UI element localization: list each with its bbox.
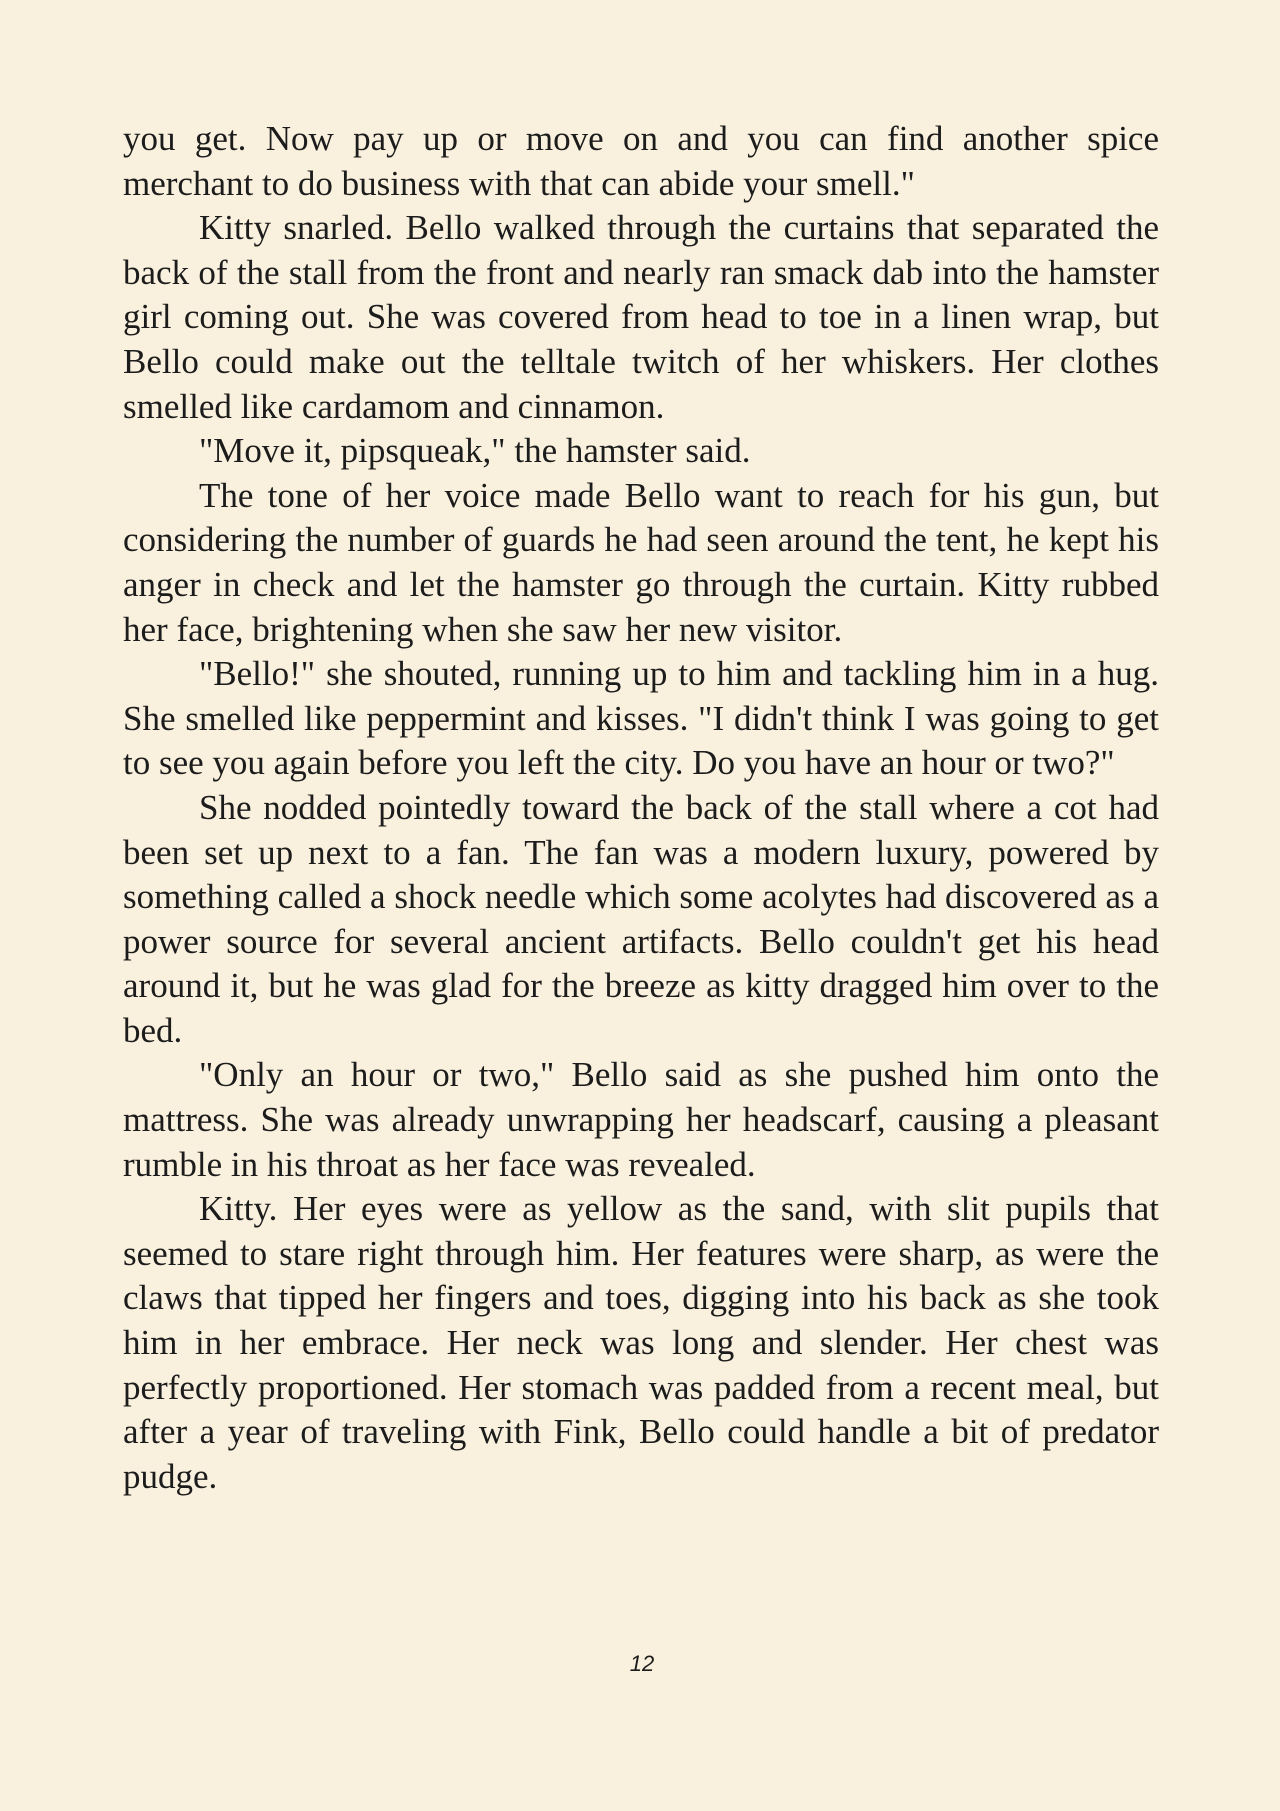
page-number: 12 [629, 1651, 655, 1676]
paragraph: "Move it, pipsqueak," the hamster said. [199, 431, 751, 471]
body-text [123, 117, 1159, 1499]
paragraph: She nodded pointedly toward the back of the stall where a cot had been set up next to a fan. The fan was a modern luxury, powered by something called a shock needle which some acolytes had discovered as a power source for several ancient artifacts. Bello couldn't get his head around it, but he was glad for the breeze as kitty dragged him over to the bed. [123, 787, 1159, 1050]
paragraph: The tone of her voice made Bello want to reach for his gun, but considering the number of guards he had seen around the tent, he kept his anger in check and let the hamster go through the curtain. Kitty rubbed her face, brightening when she saw her new visitor. [123, 475, 1159, 649]
paragraph: "Bello!" she shouted, running up to him and tackling him in a hug. She smelled like peppermint and kisses. "I didn't think I was going to get to see you again before you left the city. Do you have an hour or two?" [123, 654, 1159, 783]
paragraph: "Only an hour or two," Bello said as she pushed him onto the mattress. She was already unwrapping her headscarf, causing a pleasant rumble in his throat as her face was revealed. [123, 1055, 1159, 1184]
paragraph: you get. Now pay up or move on and you can find another spice merchant to do business with that can abide your smell." [123, 119, 1159, 203]
paragraph: Kitty snarled. Bello walked through the curtains that separated the back of the stall from the front and nearly ran smack dab into the hamster girl coming out. She was covered from head to toe in a linen wrap, but Bello could make out the telltale twitch of her whiskers. Her clothes smelled like cardamom and cinnamon. [123, 208, 1159, 426]
paragraph: Kitty. Her eyes were as yellow as the sand, with slit pupils that seemed to stare right through him. Her features were sharp, as were the claws that tipped her fingers and toes, digging into his back as she took him in her embrace. Her neck was long and slender. Her chest was perfectly proportioned. Her stomach was padded from a recent meal, but after a year of traveling with Fink, Bello could handle a bit of predator pudge. [123, 1189, 1159, 1496]
